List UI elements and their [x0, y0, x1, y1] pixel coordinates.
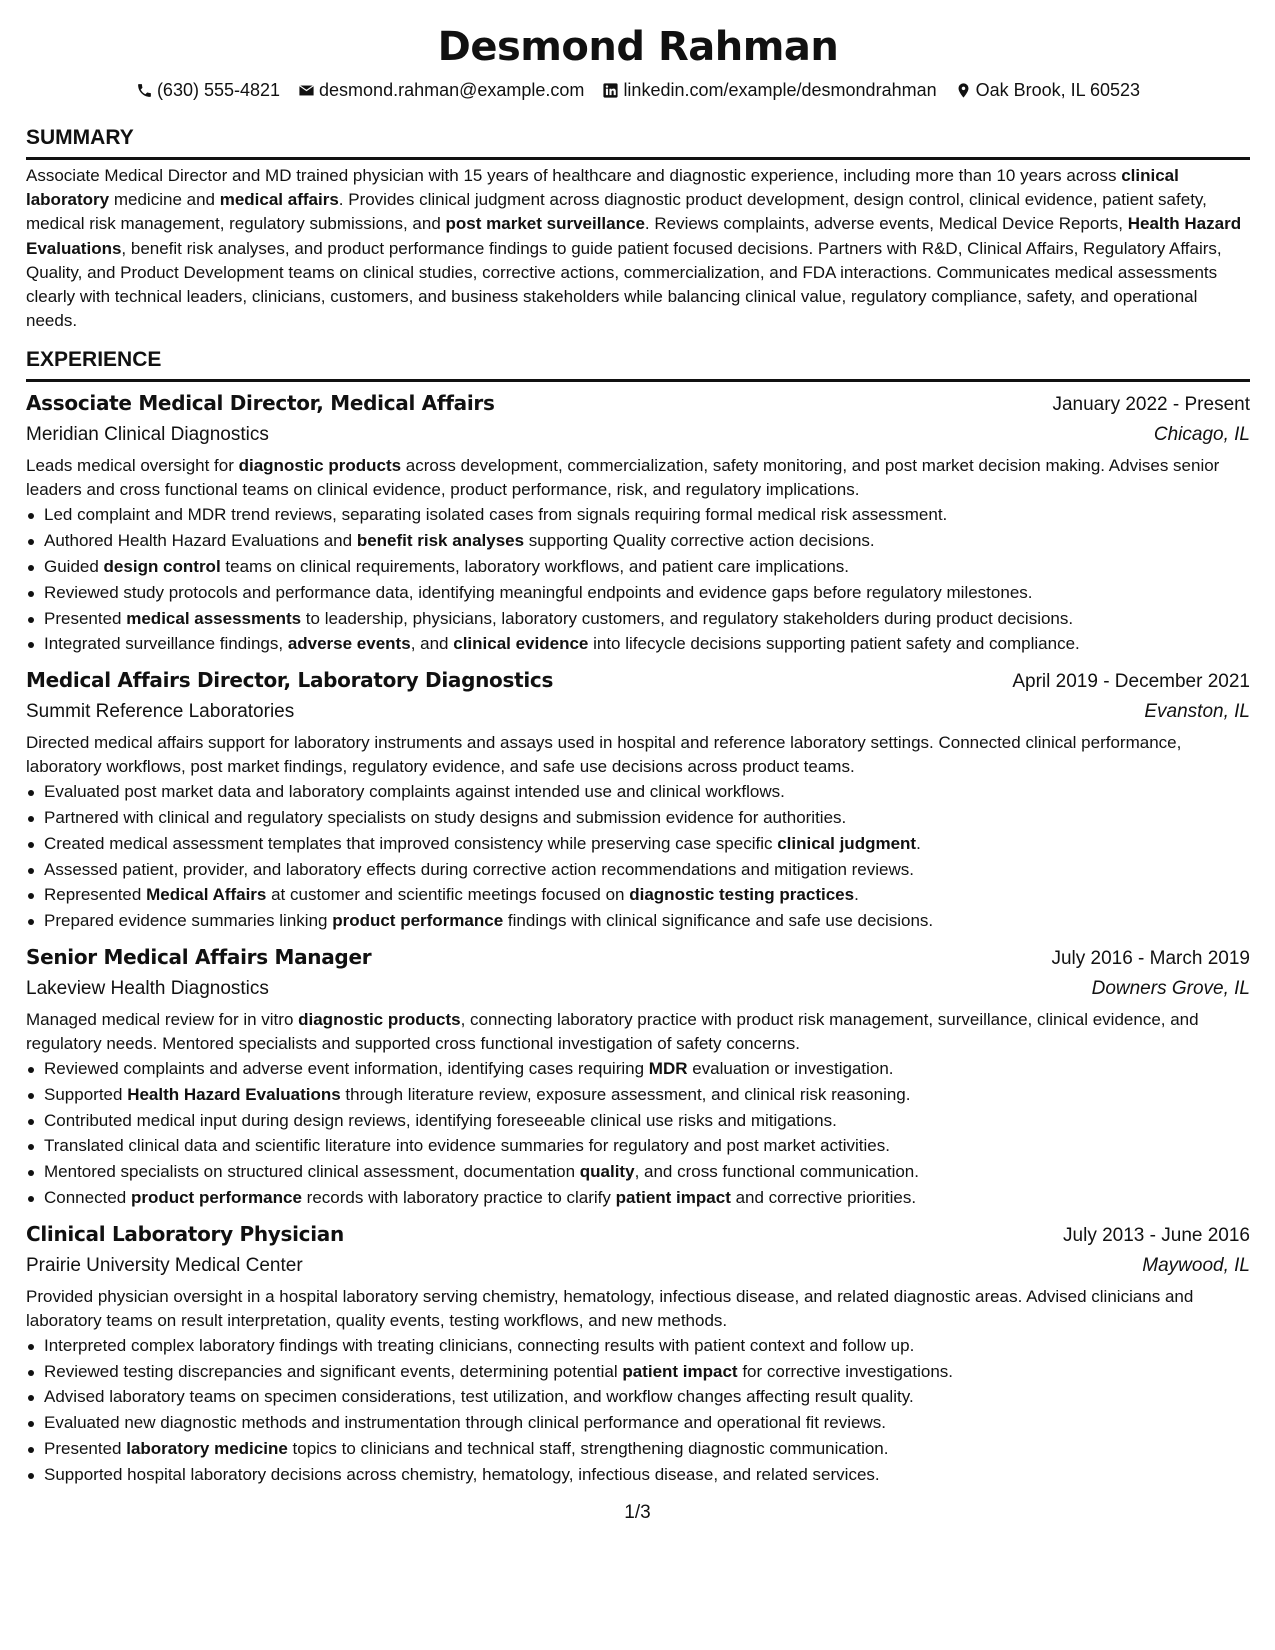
- bullet-item: [44, 1436, 1250, 1462]
- text-segment: medicine and: [109, 190, 220, 210]
- summary-text: [26, 164, 1250, 333]
- job-dates: July 2016 - March 2019: [1051, 947, 1250, 969]
- text-segment: Prepared evidence summaries linking: [44, 911, 333, 931]
- contact-phone: [136, 78, 280, 102]
- text-segment: Reviewed study protocols and performance data, identifying meaningful endpoints and evidence gaps before regulatory milestones.: [44, 582, 1033, 602]
- candidate-name: Desmond Rahman: [437, 24, 839, 70]
- text-segment: topics to clinicians and technical staff, strengthening diagnostic communication.: [287, 1438, 889, 1458]
- envelope-icon: [298, 82, 315, 99]
- bullet-item: [44, 1108, 1250, 1134]
- job-dates: July 2013 - June 2016: [1063, 1224, 1250, 1246]
- company-name: Meridian Clinical Diagnostics: [26, 424, 269, 446]
- emphasis-text: product performance: [130, 1187, 302, 1207]
- job-company-row: [26, 697, 1250, 727]
- company-name: Lakeview Health Diagnostics: [26, 977, 269, 999]
- emphasis-text: MDR: [648, 1058, 688, 1078]
- job-description: [26, 454, 1250, 502]
- bullet-item: [44, 631, 1250, 657]
- emphasis-text: laboratory medicine: [126, 1438, 288, 1458]
- map-pin-icon: [955, 82, 972, 99]
- text-segment: Evaluated new diagnostic methods and instrumentation through clinical performance and operational fit reviews.: [44, 1413, 886, 1433]
- bullet-item: [44, 882, 1250, 908]
- linkedin-icon: [602, 82, 619, 99]
- contact-email[interactable]: [298, 78, 584, 102]
- bullet-item: [44, 528, 1250, 554]
- emphasis-text: post market surveillance: [445, 214, 645, 234]
- text-segment: Led complaint and MDR trend reviews, separating isolated cases from signals requiring formal medical risk assessment.: [44, 505, 948, 525]
- summary-heading: SUMMARY: [26, 124, 1250, 160]
- job-location: Chicago, IL: [1153, 424, 1250, 446]
- job-bullets: [26, 502, 1250, 657]
- phone-icon: [136, 82, 153, 99]
- text-segment: findings with clinical significance and safe use decisions.: [503, 911, 934, 931]
- job-description: [26, 1008, 1250, 1056]
- job-title: Associate Medical Director, Medical Affairs: [26, 391, 495, 416]
- bullet-item: [44, 1082, 1250, 1108]
- text-segment: Created medical assessment templates that improved consistency while preserving case specific: [44, 833, 778, 853]
- bullet-item: [44, 1462, 1250, 1488]
- resume-page: [26, 22, 1250, 1622]
- text-segment: into lifecycle decisions supporting patient safety and compliance.: [588, 634, 1080, 654]
- bullet-item: [44, 554, 1250, 580]
- contact-location: [955, 78, 1140, 102]
- text-segment: Interpreted complex laboratory findings with treating clinicians, connecting results with patient context and follow up.: [44, 1335, 915, 1355]
- emphasis-text: clinical laboratory: [26, 166, 1179, 210]
- company-name: Summit Reference Laboratories: [26, 701, 295, 723]
- text-segment: Directed medical affairs support for laboratory instruments and assays used in hospital and reference laboratory settings. Connected clinical performance, laboratory workflows, post market findings, regulatory evidence, and safe use decisions across product teams.: [26, 733, 1182, 777]
- bullet-item: [44, 805, 1250, 831]
- linkedin-text[interactable]: linkedin.com/example/desmondrahman: [623, 80, 937, 100]
- emphasis-text: clinical evidence: [453, 634, 589, 654]
- emphasis-text: patient impact: [622, 1361, 738, 1381]
- text-segment: Integrated surveillance findings,: [44, 634, 288, 654]
- job-header-row: [26, 388, 1250, 420]
- text-segment: Supported: [44, 1084, 128, 1104]
- job-entry: [26, 665, 1250, 934]
- job-entry: [26, 1219, 1250, 1488]
- text-segment: Partnered with clinical and regulatory specialists on study designs and submission evidence for authorities.: [44, 808, 847, 827]
- text-segment: .: [854, 885, 859, 905]
- emphasis-text: Health Hazard Evaluations: [127, 1084, 341, 1104]
- bullet-item: [44, 1410, 1250, 1436]
- emphasis-text: medical affairs: [219, 190, 339, 210]
- text-segment: , connecting laboratory practice with product risk management, surveillance, clinical evidence, and regulatory needs. Mentored specialists and supported cross functional investigation of safety concerns.: [26, 1009, 1199, 1053]
- emphasis-text: Medical Affairs: [146, 885, 267, 905]
- text-segment: at customer and scientific meetings focused on: [266, 885, 630, 905]
- text-segment: Advised laboratory teams on specimen considerations, test utilization, and workflow changes affecting result quality.: [44, 1387, 914, 1407]
- bullet-item: [44, 1133, 1250, 1159]
- text-segment: Assessed patient, provider, and laboratory effects during corrective action recommendations and mitigation reviews.: [44, 859, 914, 879]
- job-title: Senior Medical Affairs Manager: [26, 944, 372, 969]
- job-company-row: [26, 420, 1250, 450]
- emphasis-text: diagnostic testing practices: [629, 885, 855, 905]
- job-header-row: [26, 1219, 1250, 1251]
- text-segment: Reviewed complaints and adverse event information, identifying cases requiring: [44, 1058, 649, 1078]
- text-segment: Supported hospital laboratory decisions across chemistry, hematology, infectious disease, and related services.: [44, 1464, 880, 1484]
- bullet-item: [44, 1185, 1250, 1211]
- emphasis-text: medical assessments: [126, 608, 302, 628]
- emphasis-text: diagnostic products: [298, 1009, 461, 1029]
- text-segment: Presented: [44, 1438, 127, 1458]
- text-segment: Translated clinical data and scientific literature into evidence summaries for regulatory and post market activities.: [44, 1136, 890, 1156]
- bullet-item: [44, 580, 1250, 606]
- emphasis-text: clinical judgment: [777, 833, 917, 853]
- job-company-row: [26, 974, 1250, 1004]
- text-segment: teams on clinical requirements, laboratory workflows, and patient care implications.: [220, 557, 850, 577]
- text-segment: Represented: [44, 885, 147, 905]
- emphasis-text: Health Hazard Evaluations: [26, 214, 1242, 258]
- text-segment: evaluation or investigation.: [687, 1058, 894, 1078]
- location-text: Oak Brook, IL 60523: [975, 80, 1141, 100]
- emphasis-text: benefit risk analyses: [356, 531, 525, 551]
- job-dates: January 2022 - Present: [1052, 394, 1250, 416]
- text-segment: . Provides clinical judgment across diagnostic product development, design control, clinical evidence, patient safety, medical risk management, regulatory submissions, and: [26, 190, 1207, 234]
- job-title: Clinical Laboratory Physician: [26, 1221, 344, 1246]
- job-bullets: [26, 1333, 1250, 1488]
- job-bullets: [26, 1056, 1250, 1211]
- bullet-item: [44, 831, 1250, 857]
- text-segment: Authored Health Hazard Evaluations and: [44, 531, 357, 551]
- bullet-item: [44, 606, 1250, 632]
- experience-heading: EXPERIENCE: [26, 346, 1250, 382]
- contact-linkedin[interactable]: [602, 78, 936, 102]
- text-segment: Guided: [44, 557, 104, 577]
- job-company-row: [26, 1251, 1250, 1281]
- bullet-item: [44, 1056, 1250, 1082]
- page-number: 1/3: [624, 1502, 651, 1523]
- bullet-item: [44, 779, 1250, 805]
- bullet-item: [44, 1333, 1250, 1359]
- job-entry: [26, 942, 1250, 1211]
- text-segment: Leads medical oversight for: [26, 456, 239, 476]
- email-text[interactable]: desmond.rahman@example.com: [319, 80, 585, 100]
- job-header-row: [26, 942, 1250, 974]
- text-segment: across development, commercialization, safety monitoring, and post market decision making. Advises senior leaders and cross functional teams on clinical evidence, product performance, risk, and regulatory implications.: [26, 456, 1220, 500]
- bullet-item: [44, 1359, 1250, 1385]
- text-segment: , and: [410, 634, 454, 654]
- text-segment: Mentored specialists on structured clinical assessment, documentation: [44, 1162, 580, 1182]
- text-segment: , benefit risk analyses, and product performance findings to guide patient focused decisions. Partners with R&D, Clinical Affairs, Regulatory Affairs, Quality, and Product Development teams on clinical studies, corrective actions, commercialization, and FDA interactions. Communicates medical assessments clearly with technical leaders, clinicians, customers, and business stakeholders while balancing clinical value, regulatory compliance, safety, and operational needs.: [26, 238, 1222, 331]
- emphasis-text: design control: [103, 557, 221, 577]
- text-segment: through literature review, exposure assessment, and clinical risk reasoning.: [340, 1084, 911, 1104]
- bullet-item: [44, 1159, 1250, 1185]
- text-segment: Presented: [44, 608, 127, 628]
- text-segment: Provided physician oversight in a hospital laboratory serving chemistry, hematology, infectious disease, and related diagnostic areas. Advised clinicians and laboratory teams on result interpretation, quality events, testing workflows, and new methods.: [26, 1286, 1194, 1330]
- bullet-item: [44, 908, 1250, 934]
- contact-bar: [26, 78, 1250, 102]
- bullet-item: [44, 857, 1250, 883]
- text-segment: Connected: [44, 1187, 131, 1207]
- job-dates: April 2019 - December 2021: [1012, 671, 1250, 693]
- job-title: Medical Affairs Director, Laboratory Diagnostics: [26, 668, 554, 693]
- emphasis-text: patient impact: [615, 1187, 731, 1207]
- text-segment: Reviewed testing discrepancies and significant events, determining potential: [44, 1361, 623, 1381]
- job-description: [26, 731, 1250, 779]
- job-bullets: [26, 779, 1250, 934]
- job-entry: [26, 388, 1250, 657]
- text-segment: records with laboratory practice to clarify: [301, 1187, 616, 1207]
- company-name: Prairie University Medical Center: [26, 1254, 303, 1276]
- bullet-item: [44, 1384, 1250, 1410]
- text-segment: for corrective investigations.: [737, 1361, 954, 1381]
- text-segment: . Reviews complaints, adverse events, Medical Device Reports,: [644, 214, 1128, 234]
- job-location: Downers Grove, IL: [1091, 977, 1250, 999]
- emphasis-text: quality: [579, 1162, 635, 1182]
- emphasis-text: diagnostic products: [238, 456, 402, 476]
- job-location: Maywood, IL: [1142, 1254, 1250, 1276]
- text-segment: Managed medical review for in vitro: [26, 1009, 299, 1029]
- text-segment: and corrective priorities.: [730, 1187, 917, 1207]
- job-location: Evanston, IL: [1144, 701, 1250, 723]
- job-header-row: [26, 665, 1250, 697]
- job-description: [26, 1285, 1250, 1333]
- text-segment: Associate Medical Director and MD trained physician with 15 years of healthcare and diagnostic experience, including more than 10 years across: [26, 166, 1122, 185]
- experience-list: [26, 388, 1250, 1487]
- text-segment: .: [916, 833, 921, 853]
- emphasis-text: product performance: [332, 911, 504, 931]
- text-segment: , and cross functional communication.: [634, 1162, 919, 1182]
- text-segment: to leadership, physicians, laboratory customers, and regulatory stakeholders during product decisions.: [301, 608, 1074, 628]
- bullet-item: [44, 502, 1250, 528]
- text-segment: Evaluated post market data and laboratory complaints against intended use and clinical workflows.: [44, 782, 785, 802]
- text-segment: supporting Quality corrective action decisions.: [524, 531, 875, 551]
- emphasis-text: adverse events: [287, 634, 411, 654]
- text-segment: Contributed medical input during design reviews, identifying foreseeable clinical use risks and mitigations.: [44, 1110, 837, 1130]
- phone-text: (630) 555-4821: [156, 80, 281, 100]
